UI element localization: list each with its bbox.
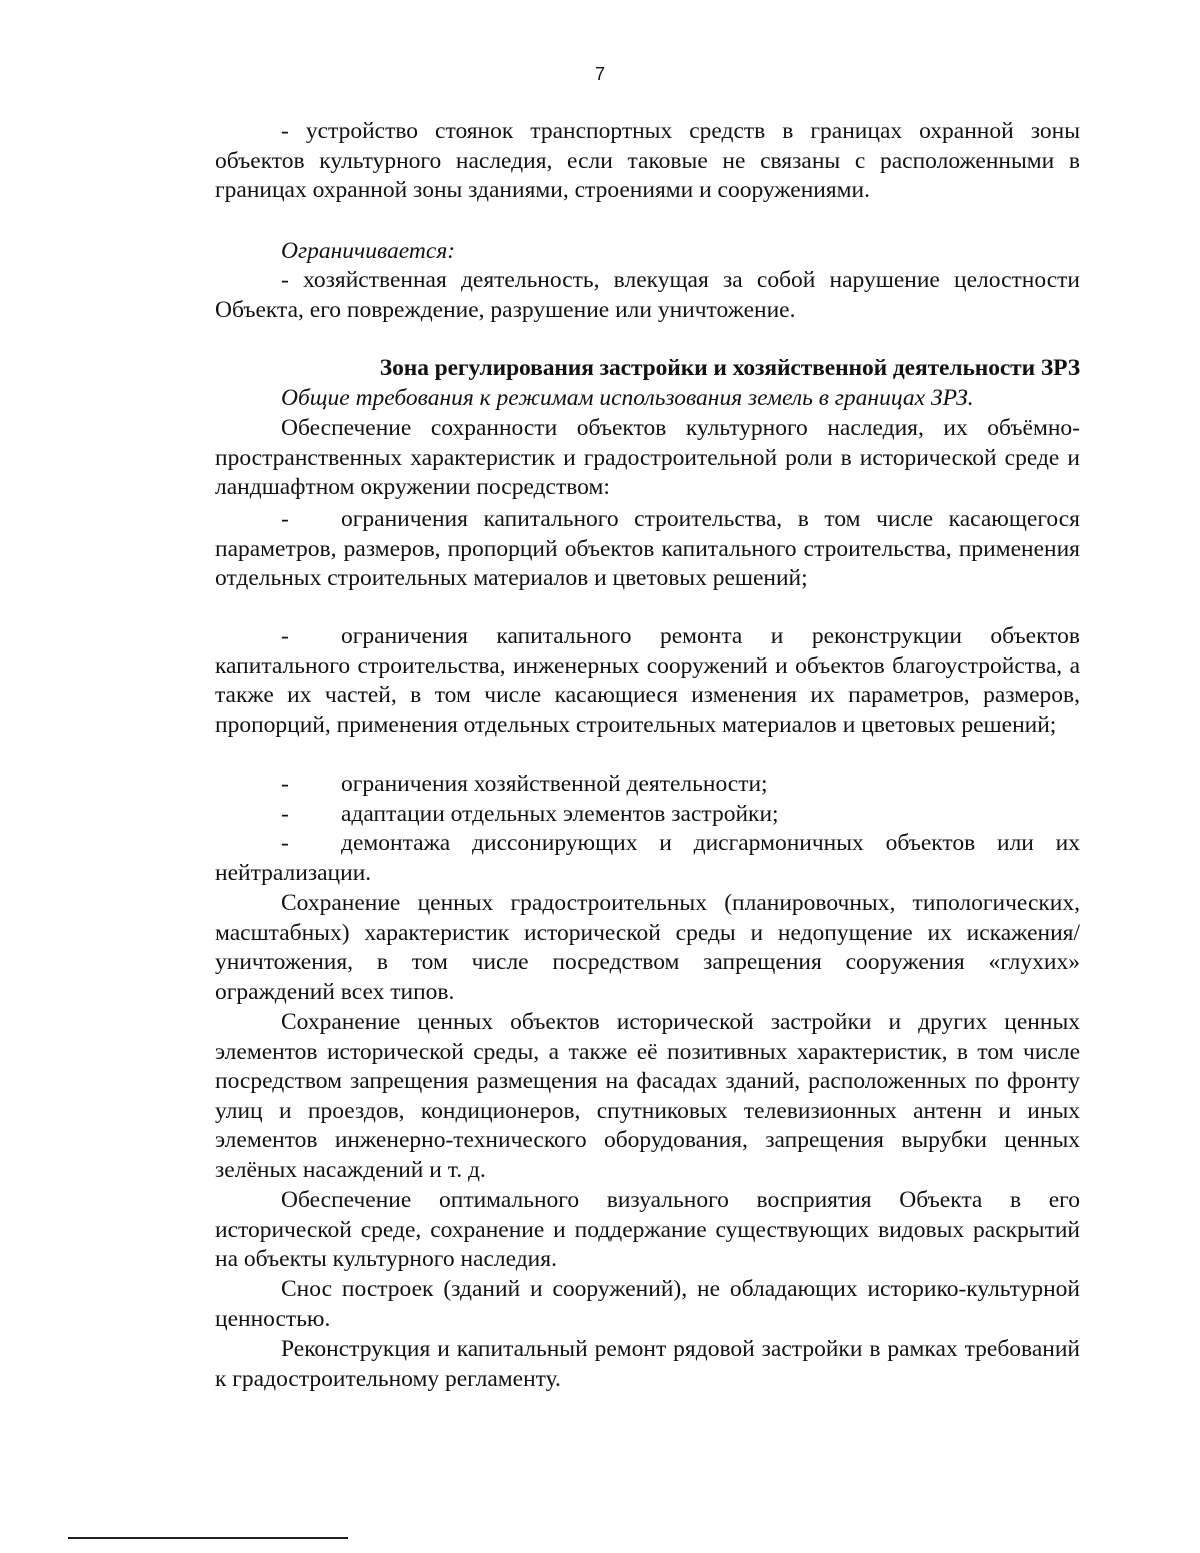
page-number: 7 — [594, 64, 605, 84]
list-dash: - — [281, 506, 289, 532]
paragraph-intro: Обеспечение сохранности объектов культурного наследия, их объёмно-пространственных характеристик и градостроительной роли в исторической среде и ландшафтном окружении посредством: — [215, 415, 1080, 500]
paragraph-visual: Обеспечение оптимального визуального восприятия Объекта в его исторической среде, сохранение и поддержание существующих видовых раскрытий на объекты культурного наследия. — [215, 1187, 1080, 1272]
limited-item: - хозяйственная деятельность, влекущая за собой нарушение целостности Объекта, его повреждение, разрушение или уничтожение. — [215, 267, 1080, 323]
footer-rule — [68, 1537, 348, 1539]
list-dash: - — [281, 801, 289, 827]
limited-heading: Ограничивается: — [281, 238, 456, 264]
list-item-text: ограничения капитального строительства, в том числе касающегося параметров, размеров, пропорций объектов капитального строительства, применения отдельных строительных материалов и цветовых решений; — [215, 506, 1080, 591]
list-item — [215, 829, 1080, 888]
zone-title: Зона регулирования застройки и хозяйственной деятельности ЗРЗ — [379, 355, 1080, 381]
list-dash: - — [281, 771, 289, 797]
list-item-text: ограничения капитального ремонта и реконструкции объектов капитального строительства, инженерных сооружений и объектов благоустройства, а также их частей, в том числе касающиеся изменения их параметров, размеров, пропорций, применения отдельных строительных материалов и цветовых решений; — [215, 623, 1080, 738]
paragraph-objects: Сохранение ценных объектов исторической застройки и других ценных элементов исторической среды, а также её позитивных характеристик, в том числе посредством запрещения размещения на фасадах зданий, расположенных по фронту улиц и проездов, кондиционеров, спутниковых телевизионных антенн и иных элементов инженерно-технического оборудования, запрещения вырубки ценных зелёных насаждений и т. д. — [215, 1009, 1080, 1183]
list-item-text: демонтажа диссонирующих и дисгармоничных объектов или их нейтрализации. — [215, 830, 1080, 886]
list-item — [215, 770, 1080, 800]
list-item-text: адаптации отдельных элементов застройки; — [341, 801, 779, 827]
list-dash: - — [281, 623, 289, 649]
list-item — [215, 800, 1080, 830]
list-item — [215, 505, 1080, 594]
list-item-text: ограничения хозяйственной деятельности; — [341, 771, 768, 797]
paragraph-parking: - устройство стоянок транспортных средств в границах охранной зоны объектов культурного наследия, если таковые не связаны с расположенными в границах охранной зоны зданиями, строениями и сооружениями. — [215, 118, 1080, 203]
paragraph-preserve: Сохранение ценных градостроительных (планировочных, типологических, масштабных) характеристик исторической среды и недопущение их искажения/уничтожения, в том числе посредством запрещения сооружения «глухих» ограждений всех типов. — [215, 890, 1080, 1005]
paragraph-reconstruction: Реконструкция и капитальный ремонт рядовой застройки в рамках требований к градостроительному регламенту. — [215, 1336, 1080, 1392]
list-item — [215, 622, 1080, 740]
list-dash: - — [281, 830, 289, 856]
paragraph-demolition: Снос построек (зданий и сооружений), не обладающих историко-культурной ценностью. — [215, 1276, 1080, 1332]
zone-subtitle: Общие требования к режимам использования земель в границах ЗРЗ. — [281, 385, 974, 411]
